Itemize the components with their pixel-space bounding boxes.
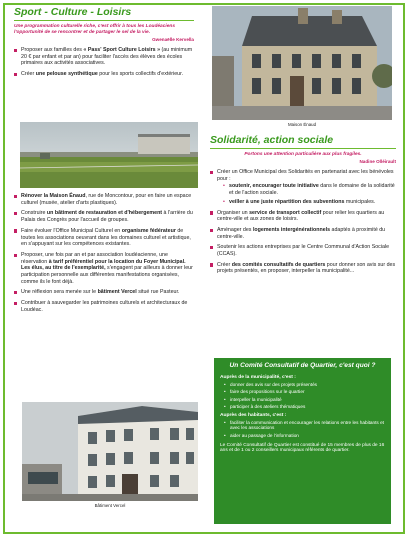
- box-title: Un Comité Consultatif de Quartier, c'est quoi ?: [229, 362, 376, 369]
- list-item: Contribuer à sauvegarder les patrimoines culturels et architecturaux de Loudéac.: [14, 300, 194, 313]
- vercel-building-image: [22, 402, 198, 501]
- list-item: Une réflexion sera menée sur le bâtiment Vercel situé rue Pasteur.: [14, 289, 194, 296]
- caption-vercel: Bâtiment Vercel: [94, 503, 126, 508]
- bullet-square-icon: [14, 229, 17, 232]
- list-item: Faire évoluer l'Office Municipal Culturel en organisme fédérateur de toutes les associations oeuvrant dans les domaines culturel et artistique, en s'appuyant sur les compétences existantes.: [14, 228, 194, 248]
- bullet-square-icon: [14, 73, 17, 76]
- list-item: • veiller à une juste répartition des subventions municipales.: [223, 198, 376, 205]
- list-item: • aider au passage de l'information: [224, 432, 299, 438]
- bullet-square-icon: [210, 211, 213, 214]
- stadium-image: [20, 122, 198, 188]
- list-item: • donner des avis sur des projets présentés: [224, 382, 318, 387]
- section-intro-solidarite: Portons une attention particulière aux plus fragiles.: [244, 152, 362, 157]
- section-title-solidarite: Solidarité, action sociale: [210, 134, 396, 149]
- maison-enaud-image: [212, 6, 392, 120]
- list-item: Rénover la Maison Énaud, rue de Moncontour, pour en faire un espace culturel (musée, atelier d'arts plastiques).: [14, 193, 194, 206]
- bullets-sport-a: [14, 47, 194, 78]
- bullet-square-icon: [14, 291, 17, 294]
- bullet-dot-icon: •: [224, 382, 226, 387]
- vercel-photo: [22, 402, 198, 501]
- bullet-square-icon: [14, 212, 17, 215]
- bullet-square-icon: [210, 246, 213, 249]
- bullet-square-icon: [210, 171, 213, 174]
- list-item: Créer des comités consultatifs de quartiers pour donner son avis sur des projets présentés, en proposer, interpeller la municipalité...: [210, 262, 396, 275]
- bullet-dot-icon: •: [223, 198, 225, 205]
- left-column: [14, 6, 194, 82]
- list-item: Soutenir les actions entreprises par le Centre Communal d'Action Sociale (CCAS).: [210, 244, 396, 257]
- list-item: • soutenir, encourager toute initiative dans le domaine de la solidarité et de l'action sociale.: [223, 183, 395, 197]
- bullet-dot-icon: •: [224, 432, 226, 438]
- list-item: • faire des propositions sur le quartier: [224, 389, 305, 395]
- bullets-sport-b: [14, 193, 194, 314]
- list-item: Proposer aux familles des « Pass' Sport Culture Loisirs » (au minimum 20 € par enfant et par an) pour faciliter l'accès des élèves des écoles primaires aux activités associatives.: [14, 47, 194, 67]
- list-item: Créer un Office Municipal des Solidarités en partenariat avec les bénévoles pour : • soutenir, encourager toute initiative dans le domaine de la solidarité et de l'action sociale. • veiller à une juste répartition des subventions municipales.: [210, 169, 396, 206]
- enaud-photo: [212, 6, 392, 120]
- bullet-dot-icon: •: [224, 403, 226, 409]
- list-item: Organiser un service de transport collectif pour relier les quartiers au centre-ville et aux zones de loisirs.: [210, 210, 396, 223]
- author-solidarite: Nadine Olléirault: [359, 159, 396, 164]
- bullet-square-icon: [14, 302, 17, 305]
- list-item: Construire un bâtiment de restauration et d'hébergement à l'arrière du Palais des Congrès pour l'accueil de groupes.: [14, 210, 194, 223]
- bullet-dot-icon: •: [224, 396, 226, 402]
- list-item: • participer à des ateliers thématiques: [224, 403, 306, 409]
- left-column-lower: [14, 193, 194, 318]
- list-item: Créer une pelouse synthétique pour les sports collectifs d'extérieur.: [14, 71, 194, 78]
- bullet-square-icon: [210, 263, 213, 266]
- section-title-sport: Sport - Culture - Loisirs: [14, 6, 194, 21]
- bullet-dot-icon: •: [224, 419, 226, 425]
- bullet-dot-icon: •: [224, 389, 226, 395]
- list-item: • interpeller la municipalité: [224, 396, 282, 402]
- bullet-square-icon: [14, 49, 17, 52]
- bullet-square-icon: [14, 195, 17, 198]
- box-list-habitants: [220, 420, 385, 439]
- list-item: Proposer, une fois par an et par association loudéacienne, une réservation à tarif préférentiel pour la location du Foyer Municipal. Les élus, au titre de l'exemplarité, s'engagent par ailleurs à donner leur participation personnelle aux différentes manifestations organisées, comme ils le font déjà.: [14, 252, 194, 286]
- right-column: [210, 134, 396, 279]
- box-footer: Le Comité Consultatif de Quartier est constitué de 15 membres de plus de 16 ans et de 1 ou 2 conseillers municipaux référents de quartier.: [220, 442, 385, 454]
- comite-info-box: [214, 358, 391, 524]
- box-list-municipalite: [220, 382, 385, 410]
- stadium-photo: [20, 122, 198, 188]
- caption-enaud: Maison Énaud: [287, 122, 317, 127]
- list-item: • faciliter la communication et encourager les relations entre les habitants et avec les associations: [224, 419, 384, 431]
- bullets-solidarite: [210, 169, 396, 275]
- bullet-square-icon: [14, 254, 17, 257]
- bullet-square-icon: [210, 229, 213, 232]
- box-section-habitants: Auprès des habitants, c'est :: [220, 412, 287, 418]
- list-item: Aménager des logements intergénérationnels adaptés à proximité du centre-ville.: [210, 227, 396, 240]
- sub-list: [217, 183, 396, 205]
- bullet-dot-icon: •: [223, 183, 225, 190]
- box-section-municipalite: Auprès de la municipalité, c'est :: [220, 375, 296, 380]
- section-intro-sport: Une programmation culturelle riche, c'est offrir à tous les Loudéaciens l'opportunité de se rencontrer et de partager le sel de la vie.: [14, 24, 175, 35]
- author-sport: Gwenaëlle Kervella: [152, 37, 194, 42]
